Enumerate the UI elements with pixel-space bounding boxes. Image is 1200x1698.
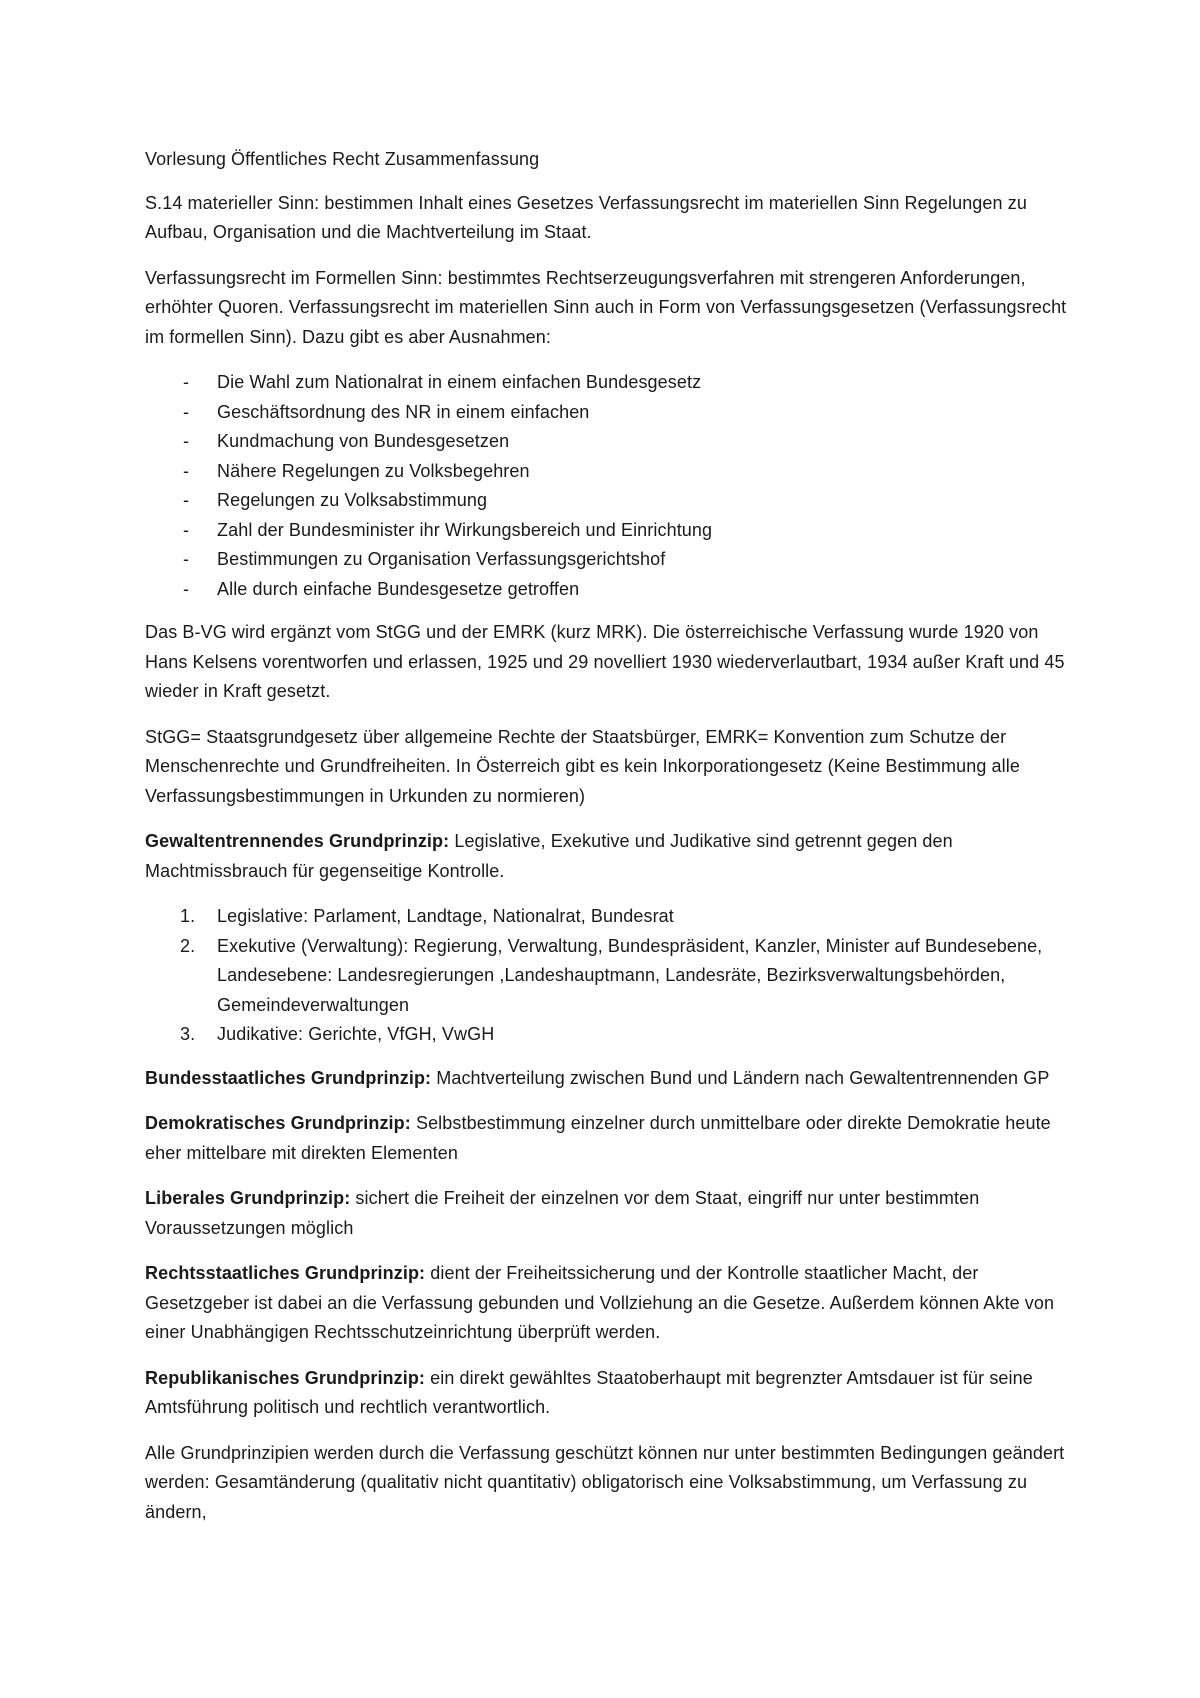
list-item — [145, 398, 1070, 428]
list-item-text: Exekutive (Verwaltung): Regierung, Verwaltung, Bundespräsident, Kanzler, Minister auf Bundesebene, Landesebene: Landesregierungen ,Landeshauptmann, Landesräte, Bezirksverwaltungsbehörden, Gemeindeverwaltungen — [217, 935, 1043, 1015]
list-item-text: Legislative: Parlament, Landtage, Nationalrat, Bundesrat — [217, 906, 674, 926]
principle-label: Demokratisches Grundprinzip: — [145, 1113, 411, 1133]
paragraph-stgg-emrk: StGG= Staatsgrundgesetz über allgemeine Rechte der Staatsbürger, EMRK= Konvention zum Schutze der Menschenrechte und Grundfreiheiten. In Österreich gibt es kein Inkorporationgesetz (Keine Bestimmung alle Verfassungsbestimmungen in Urkunden zu normieren) — [145, 726, 1020, 806]
principle-text: Legislative, Exekutive und Judikative sind getrennt gegen den Machtmissbrauch für gegenseitige Kontrolle. — [145, 831, 953, 881]
list-item — [145, 1020, 1070, 1050]
dash-marker: - — [183, 519, 190, 540]
paragraph-republikanisch — [145, 1364, 1070, 1423]
powers-list — [145, 902, 1070, 1050]
principle-label: Liberales Grundprinzip: — [145, 1188, 351, 1208]
exceptions-list — [145, 368, 1070, 604]
dash-marker: - — [183, 460, 190, 481]
principle-label: Rechtsstaatliches Grundprinzip: — [145, 1263, 426, 1283]
list-number: 2. — [180, 935, 196, 956]
principle-label: Bundesstaatliches Grundprinzip: — [145, 1067, 432, 1088]
list-item — [145, 516, 1070, 546]
list-item — [145, 902, 1070, 932]
dash-marker: - — [183, 490, 190, 510]
paragraph-formeller-sinn: Verfassungsrecht im Formellen Sinn: bestimmtes Rechtserzeugungsverfahren mit strengeren Anforderungen, erhöhter Quoren. Verfassungsrecht im materiellen Sinn auch in Form von Verfassungsgesetzen (Verfassungsrecht im formellen Sinn). Dazu gibt es aber Ausnahmen: — [145, 267, 1067, 347]
document-body — [145, 145, 1070, 1543]
list-number: 1. — [180, 906, 196, 926]
principle-text: Selbstbestimmung einzelner durch unmittelbare oder direkte Demokratie heute eher mittelbare mit direkten Elementen — [145, 1113, 1051, 1163]
list-item — [145, 932, 1070, 1021]
list-item-text: Zahl der Bundesminister ihr Wirkungsbereich und Einrichtung — [217, 519, 713, 540]
paragraph-gewaltentrennung — [145, 827, 1070, 886]
paragraph-demokratisch — [145, 1109, 1070, 1168]
list-item-text: Judikative: Gerichte, VfGH, VwGH — [217, 1024, 495, 1044]
paragraph-materieller-sinn: S.14 materieller Sinn: bestimmen Inhalt eines Gesetzes Verfassungsrecht im materiellen Sinn Regelungen zu Aufbau, Organisation und die Machtverteilung im Staat. — [145, 192, 1027, 242]
principle-label: Gewaltentrennendes Grundprinzip: — [145, 831, 450, 851]
list-item-text: Die Wahl zum Nationalrat in einem einfachen Bundesgesetz — [217, 372, 702, 392]
paragraph-liberal — [145, 1184, 1070, 1243]
paragraph-rechtsstaatlich — [145, 1259, 1070, 1348]
paragraph-bundesstaatlich — [145, 1064, 1070, 1094]
principle-text: ein direkt gewähltes Staatoberhaupt mit begrenzter Amtsdauer ist für seine Amtsführung politisch und rechtlich verantwortlich. — [145, 1367, 1033, 1417]
dash-marker: - — [183, 401, 190, 422]
list-item — [145, 575, 1070, 605]
list-item-text: Alle durch einfache Bundesgesetze getroffen — [217, 578, 580, 599]
list-item-text: Geschäftsordnung des NR in einem einfachen — [217, 401, 590, 422]
principle-text: Machtverteilung zwischen Bund und Ländern nach Gewaltentrennenden GP — [431, 1067, 1050, 1088]
list-number: 3. — [180, 1024, 196, 1044]
list-item-text: Nähere Regelungen zu Volksbegehren — [217, 460, 530, 481]
principle-text: sichert die Freiheit der einzelnen vor dem Staat, eingriff nur unter bestimmten Voraussetzungen möglich — [145, 1188, 980, 1238]
dash-marker: - — [183, 578, 190, 599]
list-item-text: Kundmachung von Bundesgesetzen — [217, 431, 510, 451]
list-item-text: Bestimmungen zu Organisation Verfassungsgerichtshof — [217, 549, 666, 569]
paragraph-grundprinzipien-schutz: Alle Grundprinzipien werden durch die Verfassung geschützt können nur unter bestimmten Bedingungen geändert werden: Gesamtänderung (qualitativ nicht quantitativ) obligatorisch eine Volksabstimmung, um Verfassung zu ändern, — [145, 1442, 1065, 1522]
document-title: Vorlesung Öffentliches Recht Zusammenfassung — [145, 149, 540, 169]
list-item — [145, 457, 1070, 487]
list-item — [145, 486, 1070, 516]
list-item — [145, 545, 1070, 575]
principle-label: Republikanisches Grundprinzip: — [145, 1367, 426, 1388]
dash-marker: - — [183, 549, 190, 569]
list-item — [145, 368, 1070, 398]
paragraph-bvg-history: Das B-VG wird ergänzt vom StGG und der EMRK (kurz MRK). Die österreichische Verfassung wurde 1920 von Hans Kelsens vorentworfen und erlassen, 1925 und 29 novelliert 1930 wiederverlautbart, 1934 außer Kraft und 45 wieder in Kraft gesetzt. — [145, 622, 1065, 701]
principle-text: dient der Freiheitssicherung und der Kontrolle staatlicher Macht, der Gesetzgeber ist dabei an die Verfassung gebunden und Vollziehung an die Gesetze. Außerdem können Akte von einer Unabhängigen Rechtsschutzeinrichtung überprüft werden. — [145, 1263, 1055, 1342]
dash-marker: - — [183, 372, 190, 392]
list-item — [145, 427, 1070, 457]
list-item-text: Regelungen zu Volksabstimmung — [217, 490, 488, 510]
dash-marker: - — [183, 431, 190, 451]
